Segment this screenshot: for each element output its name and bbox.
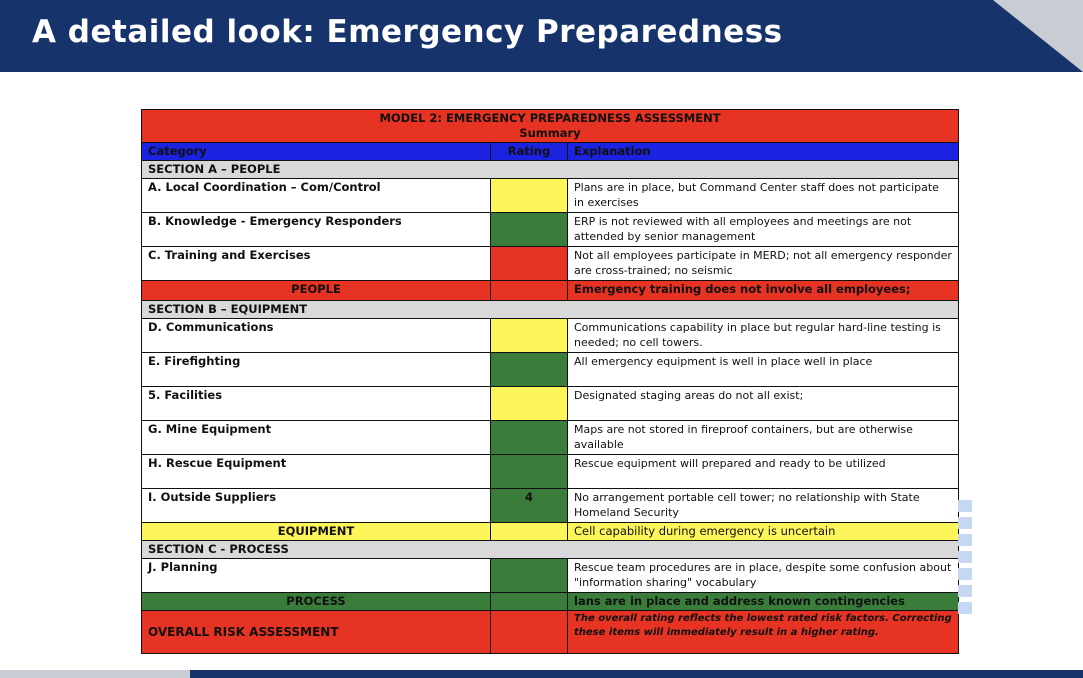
process-summary-explanation: lans are in place and address known contingencies xyxy=(568,593,959,611)
category-cell: J. Planning xyxy=(142,559,491,593)
footer-accent xyxy=(0,670,190,678)
side-cell xyxy=(958,602,972,614)
rating-cell xyxy=(491,559,568,593)
explanation-cell: Designated staging areas do not all exist; xyxy=(568,387,959,421)
equipment-summary-label: EQUIPMENT xyxy=(142,523,491,541)
equipment-summary-explanation: Cell capability during emergency is uncertain xyxy=(568,523,959,541)
table-title-row xyxy=(142,110,959,143)
side-cell xyxy=(958,551,972,563)
section-c-label: SECTION C - PROCESS xyxy=(142,541,959,559)
process-summary-rating xyxy=(491,593,568,611)
category-cell: A. Local Coordination – Com/Control xyxy=(142,179,491,213)
table-row xyxy=(142,247,959,281)
rating-cell xyxy=(491,247,568,281)
rating-cell xyxy=(491,213,568,247)
header-accent-shape xyxy=(993,0,1083,72)
side-cell xyxy=(958,517,972,529)
rating-cell xyxy=(491,387,568,421)
footer-bar xyxy=(0,670,1083,678)
overall-risk-label: OVERALL RISK ASSESSMENT xyxy=(142,611,491,654)
side-cell xyxy=(958,585,972,597)
explanation-cell: Rescue team procedures are in place, despite some confusion about "information sharing" vocabulary xyxy=(568,559,959,593)
people-summary-rating xyxy=(491,281,568,301)
header-category: Category xyxy=(142,143,491,161)
overall-risk-explanation: The overall rating reflects the lowest rated risk factors. Correcting these items will immediately result in a higher rating. xyxy=(568,611,959,654)
section-b-row xyxy=(142,301,959,319)
table-row xyxy=(142,559,959,593)
equipment-summary-rating xyxy=(491,523,568,541)
section-a-label: SECTION A – PEOPLE xyxy=(142,161,959,179)
table-row xyxy=(142,421,959,455)
table-row xyxy=(142,353,959,387)
table-row xyxy=(142,387,959,421)
table-row xyxy=(142,455,959,489)
category-cell: C. Training and Exercises xyxy=(142,247,491,281)
category-cell: E. Firefighting xyxy=(142,353,491,387)
header-explanation: Explanation xyxy=(568,143,959,161)
category-cell: I. Outside Suppliers xyxy=(142,489,491,523)
rating-cell xyxy=(491,455,568,489)
explanation-cell: No arrangement portable cell tower; no relationship with State Homeland Security xyxy=(568,489,959,523)
table-row xyxy=(142,213,959,247)
assessment-table xyxy=(141,109,959,654)
category-cell: B. Knowledge - Emergency Responders xyxy=(142,213,491,247)
category-cell: 5. Facilities xyxy=(142,387,491,421)
table-row xyxy=(142,319,959,353)
slide-header xyxy=(0,0,1083,72)
rating-cell xyxy=(491,319,568,353)
rating-cell: 4 xyxy=(491,489,568,523)
section-c-row xyxy=(142,541,959,559)
table-title-line1: MODEL 2: EMERGENCY PREPAREDNESS ASSESSMENT xyxy=(379,111,721,125)
people-summary-explanation: Emergency training does not involve all employees; xyxy=(568,281,959,301)
table-row xyxy=(142,179,959,213)
explanation-cell: Not all employees participate in MERD; not all emergency responder are cross-trained; no seismic xyxy=(568,247,959,281)
category-cell: D. Communications xyxy=(142,319,491,353)
table-title-line2: Summary xyxy=(519,126,581,140)
people-summary-label: PEOPLE xyxy=(142,281,491,301)
side-cell xyxy=(958,568,972,580)
side-cell xyxy=(958,500,972,512)
side-cell xyxy=(958,534,972,546)
category-cell: G. Mine Equipment xyxy=(142,421,491,455)
explanation-cell: ERP is not reviewed with all employees and meetings are not attended by senior management xyxy=(568,213,959,247)
rating-cell xyxy=(491,353,568,387)
overall-risk-rating xyxy=(491,611,568,654)
side-decoration xyxy=(958,500,972,619)
explanation-cell: Plans are in place, but Command Center staff does not participate in exercises xyxy=(568,179,959,213)
slide-title: A detailed look: Emergency Preparedness xyxy=(32,14,783,50)
explanation-cell: All emergency equipment is well in place well in place xyxy=(568,353,959,387)
rating-cell xyxy=(491,179,568,213)
explanation-cell: Maps are not stored in fireproof containers, but are otherwise available xyxy=(568,421,959,455)
header-rating: Rating xyxy=(491,143,568,161)
process-summary-label: PROCESS xyxy=(142,593,491,611)
people-summary-row xyxy=(142,281,959,301)
table-header-row xyxy=(142,143,959,161)
overall-risk-row xyxy=(142,611,959,654)
rating-cell xyxy=(491,421,568,455)
category-cell: H. Rescue Equipment xyxy=(142,455,491,489)
section-b-label: SECTION B – EQUIPMENT xyxy=(142,301,959,319)
explanation-cell: Rescue equipment will prepared and ready to be utilized xyxy=(568,455,959,489)
process-summary-row xyxy=(142,593,959,611)
table-title xyxy=(142,110,959,143)
equipment-summary-row xyxy=(142,523,959,541)
explanation-cell: Communications capability in place but regular hard-line testing is needed; no cell towers. xyxy=(568,319,959,353)
table-row xyxy=(142,489,959,523)
section-a-row xyxy=(142,161,959,179)
